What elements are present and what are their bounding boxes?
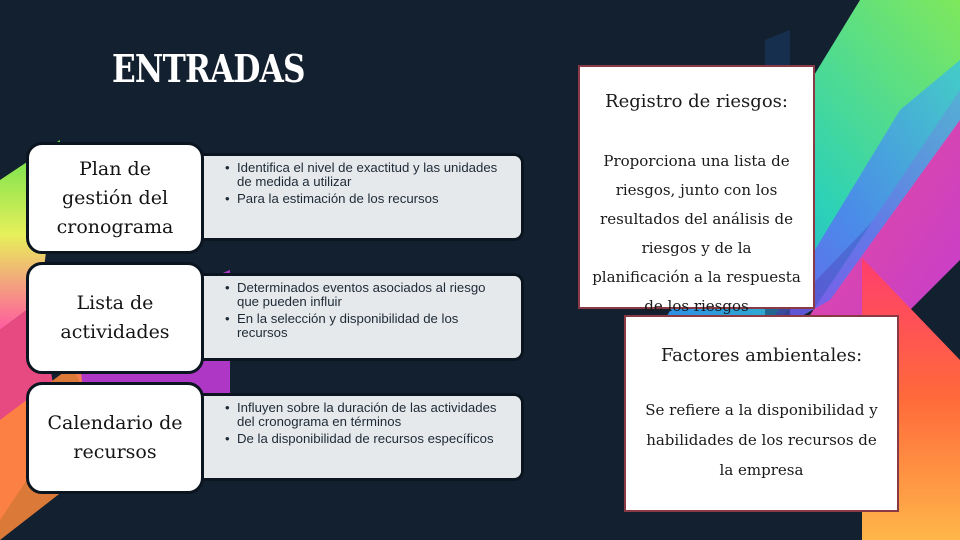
bullet-list xyxy=(225,281,511,340)
card-environmental-factors xyxy=(624,315,899,512)
page-title: ENTRADAS xyxy=(112,46,305,91)
row-heading: Plan de gestión del cronograma xyxy=(26,142,204,254)
row-heading: Calendario de recursos xyxy=(26,382,204,494)
row-body xyxy=(176,393,524,481)
bullet-item: • Para la estimación de los recursos xyxy=(225,192,511,206)
bullet-item: • Identifica el nivel de exactitud y las unidades de medida a utilizar xyxy=(225,161,511,189)
input-row-activities xyxy=(26,262,530,378)
card-text: Se refiere a la disponibilidad y habilidades de los recursos de la empresa xyxy=(645,401,878,479)
input-row-plan xyxy=(26,142,530,258)
card-risk-register xyxy=(578,65,815,315)
bullet-item: • En la selección y disponibilidad de los recursos xyxy=(225,312,511,340)
card-text: Proporciona una lista de riesgos, junto con los resultados del análisis de riesgos y de la planificación a la respuesta de los riesgos xyxy=(592,152,801,315)
bullet-list xyxy=(225,161,511,206)
bullet-list xyxy=(225,401,511,446)
card-title: Registro de riesgos: xyxy=(605,91,788,112)
bullet-item: • Influyen sobre la duración de las actividades del cronograma en términos xyxy=(225,401,511,429)
row-body xyxy=(176,153,524,241)
card-title: Factores ambientales: xyxy=(660,345,863,366)
row-body xyxy=(176,273,524,361)
bullet-item: • De la disponibilidad de recursos específicos xyxy=(225,432,511,446)
bullet-item: • Determinados eventos asociados al riesgo que pueden influir xyxy=(225,281,511,309)
input-row-calendar xyxy=(26,382,530,498)
row-heading: Lista de actividades xyxy=(26,262,204,374)
